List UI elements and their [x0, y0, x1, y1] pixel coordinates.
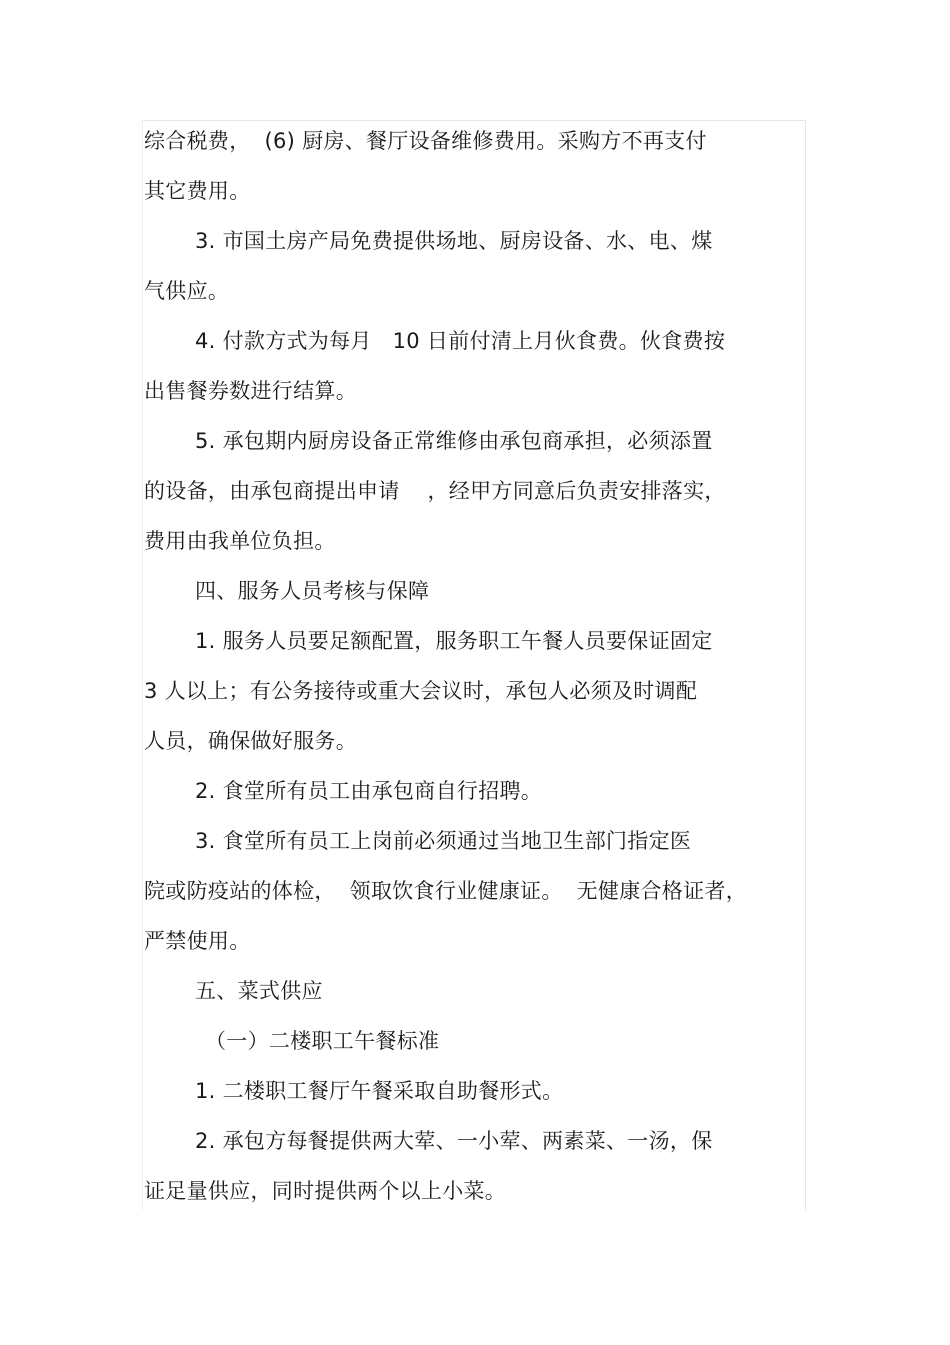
- text-line: 2. 承包方每餐提供两大荤、一小荤、两素菜、一汤，保: [195, 1129, 713, 1153]
- text-line: 严禁使用。: [144, 929, 251, 953]
- subsection-heading: （一）二楼职工午餐标准: [205, 1029, 440, 1053]
- text-line: 气供应。: [144, 279, 230, 303]
- text-line: 证足量供应，同时提供两个以上小菜。: [144, 1179, 507, 1203]
- text-line: 的设备，由承包商提出申请 ，经甲方同意后负责安排落实，: [144, 479, 726, 503]
- text-line: 人员，确保做好服务。: [144, 729, 357, 753]
- text-line: 1. 二楼职工餐厅午餐采取自助餐形式。: [195, 1079, 564, 1103]
- text-line: 综合税费， (6) 厨房、餐厅设备维修费用。采购方不再支付: [144, 129, 707, 153]
- text-line: 出售餐券数进行结算。: [144, 379, 357, 403]
- text-line: 费用由我单位负担。: [144, 529, 336, 553]
- text-line: 其它费用。: [144, 179, 251, 203]
- text-line: 4. 付款方式为每月 10 日前付清上月伙食费。伙食费按: [195, 329, 726, 353]
- text-line: 5. 承包期内厨房设备正常维修由承包商承担，必须添置: [195, 429, 713, 453]
- section-heading: 四、服务人员考核与保障: [195, 579, 430, 603]
- text-line: 3. 市国土房产局免费提供场地、厨房设备、水、电、煤: [195, 229, 713, 253]
- text-line: 1. 服务人员要足额配置，服务职工午餐人员要保证固定: [195, 629, 713, 653]
- text-line: 3 人以上；有公务接待或重大会议时，承包人必须及时调配: [144, 679, 698, 703]
- text-line: 3. 食堂所有员工上岗前必须通过当地卫生部门指定医: [195, 829, 692, 853]
- text-line: 2. 食堂所有员工由承包商自行招聘。: [195, 779, 543, 803]
- section-heading: 五、菜式供应: [195, 979, 323, 1003]
- text-line: 院或防疫站的体检， 领取饮食行业健康证。 无健康合格证者，: [144, 879, 747, 903]
